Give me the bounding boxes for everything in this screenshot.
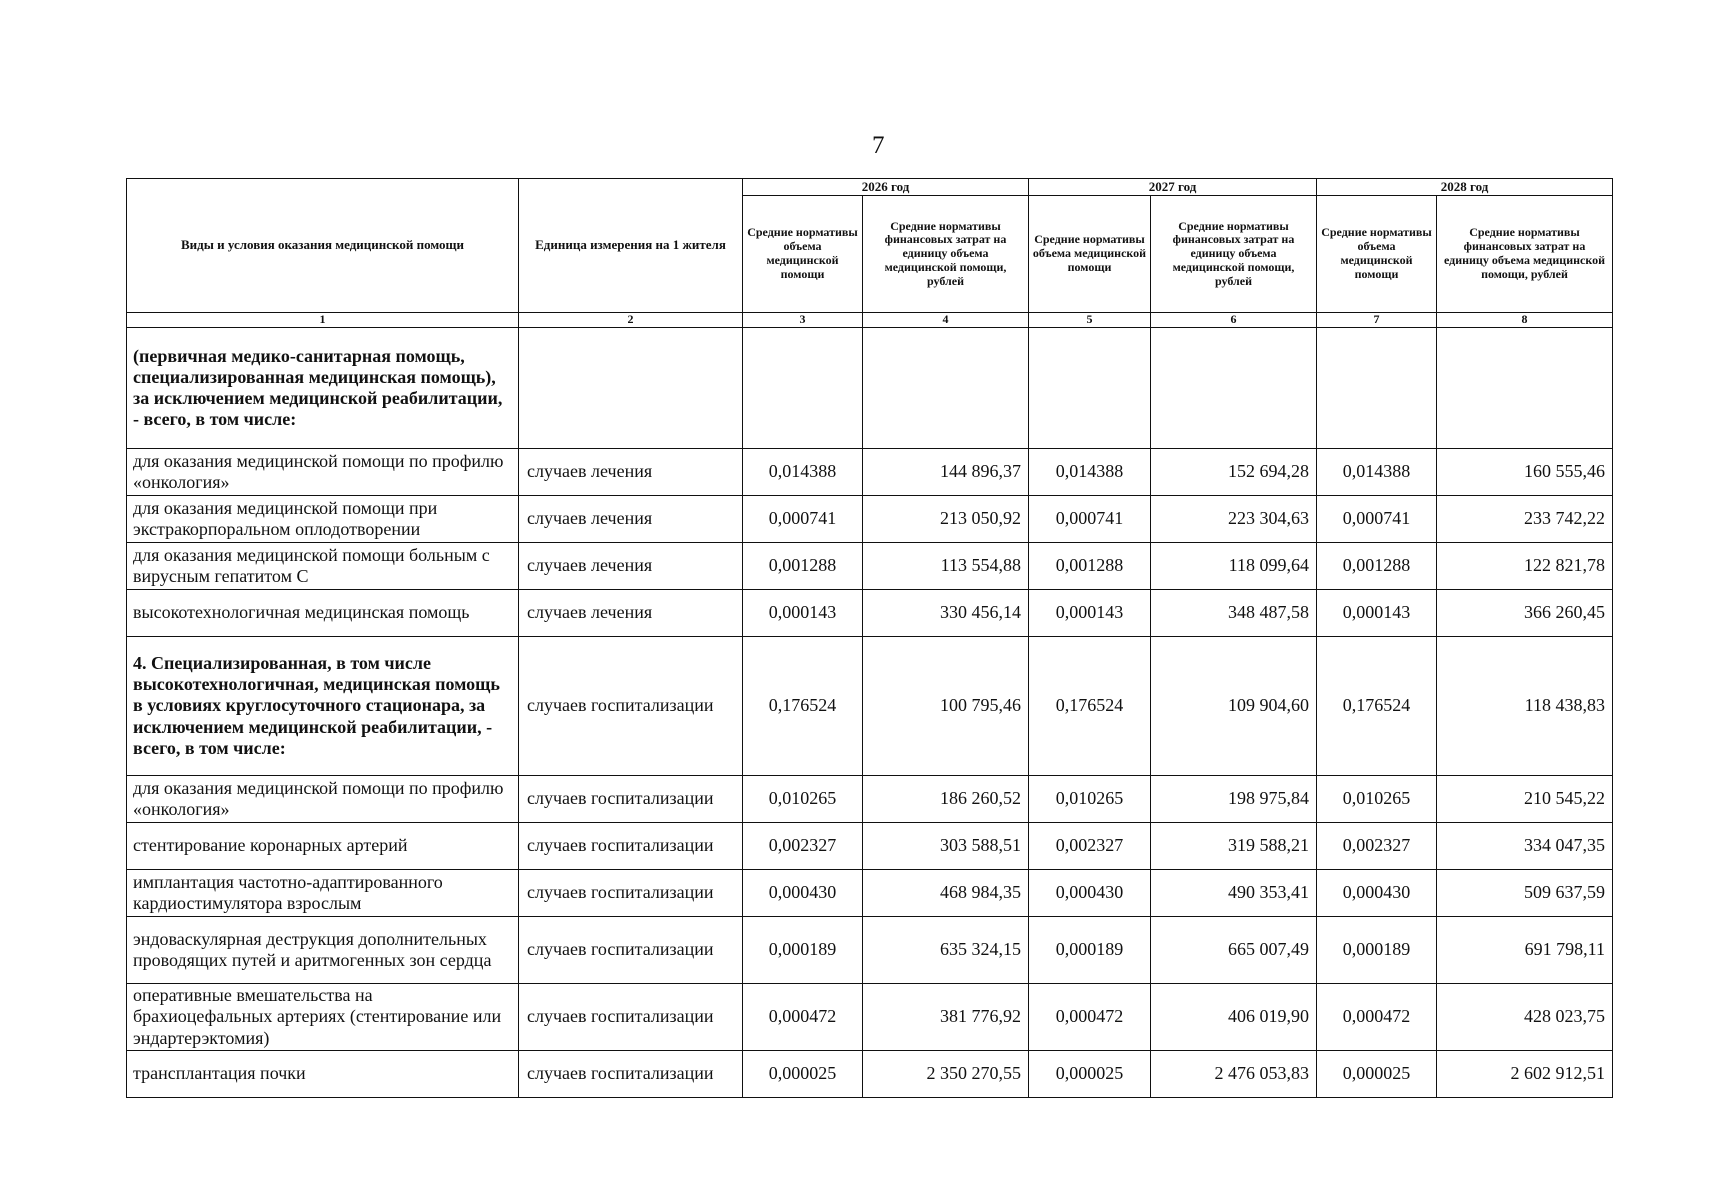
unit-cell: случаев лечения [519, 543, 743, 590]
cost-2028-cell [1437, 328, 1613, 449]
volume-2027-cell: 0,001288 [1029, 543, 1151, 590]
volume-2026-cell: 0,001288 [743, 543, 863, 590]
cost-2028-cell: 691 798,11 [1437, 917, 1613, 984]
table-row [127, 870, 1613, 917]
column-number: 1 [127, 313, 519, 328]
unit-cell: случаев госпитализации [519, 1051, 743, 1098]
cost-2027-cell: 118 099,64 [1151, 543, 1317, 590]
volume-2028-cell: 0,010265 [1317, 776, 1437, 823]
care-type-cell: для оказания медицинской помощи при экстракорпоральном оплодотворении [127, 496, 519, 543]
care-type-cell: имплантация частотно-адаптированного кардиостимулятора взрослым [127, 870, 519, 917]
header-volume-2027: Средние нормативы объема медицинской помощи [1029, 196, 1151, 313]
cost-2026-cell: 113 554,88 [863, 543, 1029, 590]
care-type-cell: трансплантация почки [127, 1051, 519, 1098]
care-type-cell: высокотехнологичная медицинская помощь [127, 590, 519, 637]
volume-2027-cell: 0,000430 [1029, 870, 1151, 917]
cost-2026-cell: 303 588,51 [863, 823, 1029, 870]
cost-2027-cell: 319 588,21 [1151, 823, 1317, 870]
volume-2026-cell: 0,000472 [743, 984, 863, 1051]
header-year-2026: 2026 год [743, 179, 1029, 196]
column-number: 5 [1029, 313, 1151, 328]
table-body [127, 328, 1613, 1098]
volume-2026-cell: 0,176524 [743, 637, 863, 776]
table-row [127, 590, 1613, 637]
cost-2028-cell: 118 438,83 [1437, 637, 1613, 776]
header-cost-2028: Средние нормативы финансовых затрат на единицу объема медицинской помощи, рублей [1437, 196, 1613, 313]
column-number: 7 [1317, 313, 1437, 328]
cost-2026-cell: 2 350 270,55 [863, 1051, 1029, 1098]
volume-2028-cell [1317, 328, 1437, 449]
cost-2028-cell: 334 047,35 [1437, 823, 1613, 870]
unit-cell [519, 328, 743, 449]
unit-cell: случаев лечения [519, 496, 743, 543]
table-row [127, 328, 1613, 449]
column-number: 6 [1151, 313, 1317, 328]
cost-2027-cell: 152 694,28 [1151, 449, 1317, 496]
cost-2028-cell: 428 023,75 [1437, 984, 1613, 1051]
cost-2026-cell: 186 260,52 [863, 776, 1029, 823]
cost-2027-cell: 109 904,60 [1151, 637, 1317, 776]
table-header [127, 179, 1613, 328]
column-number: 3 [743, 313, 863, 328]
volume-2026-cell: 0,000189 [743, 917, 863, 984]
care-type-cell: эндоваскулярная деструкция дополнительных проводящих путей и аритмогенных зон сердца [127, 917, 519, 984]
volume-2027-cell: 0,000025 [1029, 1051, 1151, 1098]
cost-2026-cell: 381 776,92 [863, 984, 1029, 1051]
header-cost-2027: Средние нормативы финансовых затрат на единицу объема медицинской помощи, рублей [1151, 196, 1317, 313]
volume-2028-cell: 0,000189 [1317, 917, 1437, 984]
volume-2026-cell: 0,000025 [743, 1051, 863, 1098]
cost-2027-cell: 406 019,90 [1151, 984, 1317, 1051]
volume-2027-cell: 0,176524 [1029, 637, 1151, 776]
volume-2028-cell: 0,000430 [1317, 870, 1437, 917]
cost-2026-cell: 144 896,37 [863, 449, 1029, 496]
cost-2027-cell: 348 487,58 [1151, 590, 1317, 637]
cost-2028-cell: 233 742,22 [1437, 496, 1613, 543]
volume-2027-cell: 0,000472 [1029, 984, 1151, 1051]
cost-2028-cell: 122 821,78 [1437, 543, 1613, 590]
volume-2026-cell: 0,014388 [743, 449, 863, 496]
volume-2028-cell: 0,000741 [1317, 496, 1437, 543]
table-row [127, 637, 1613, 776]
volume-2028-cell: 0,002327 [1317, 823, 1437, 870]
cost-2027-cell [1151, 328, 1317, 449]
unit-cell: случаев лечения [519, 449, 743, 496]
header-care-types: Виды и условия оказания медицинской помощи [127, 179, 519, 313]
cost-2027-cell: 665 007,49 [1151, 917, 1317, 984]
unit-cell: случаев госпитализации [519, 637, 743, 776]
column-number: 8 [1437, 313, 1613, 328]
cost-2028-cell: 210 545,22 [1437, 776, 1613, 823]
volume-2026-cell: 0,000143 [743, 590, 863, 637]
cost-2026-cell: 330 456,14 [863, 590, 1029, 637]
volume-2027-cell: 0,000189 [1029, 917, 1151, 984]
table-row [127, 1051, 1613, 1098]
cost-2028-cell: 2 602 912,51 [1437, 1051, 1613, 1098]
cost-2026-cell: 635 324,15 [863, 917, 1029, 984]
care-type-cell: стентирование коронарных артерий [127, 823, 519, 870]
care-type-cell: оперативные вмешательства на брахиоцефальных артериях (стентирование или эндартерэктомия) [127, 984, 519, 1051]
cost-2026-cell: 468 984,35 [863, 870, 1029, 917]
header-volume-2028: Средние нормативы объема медицинской помощи [1317, 196, 1437, 313]
cost-2026-cell: 100 795,46 [863, 637, 1029, 776]
header-year-2028: 2028 год [1317, 179, 1613, 196]
table-row [127, 496, 1613, 543]
table-row [127, 984, 1613, 1051]
volume-2027-cell [1029, 328, 1151, 449]
volume-2026-cell: 0,000430 [743, 870, 863, 917]
volume-2028-cell: 0,000025 [1317, 1051, 1437, 1098]
volume-2026-cell: 0,010265 [743, 776, 863, 823]
volume-2027-cell: 0,000143 [1029, 590, 1151, 637]
cost-2027-cell: 198 975,84 [1151, 776, 1317, 823]
standards-table [126, 178, 1613, 1098]
cost-2027-cell: 490 353,41 [1151, 870, 1317, 917]
unit-cell: случаев госпитализации [519, 984, 743, 1051]
unit-cell: случаев госпитализации [519, 870, 743, 917]
volume-2028-cell: 0,176524 [1317, 637, 1437, 776]
cost-2026-cell: 213 050,92 [863, 496, 1029, 543]
care-type-cell: для оказания медицинской помощи по профилю «онкология» [127, 449, 519, 496]
volume-2026-cell: 0,002327 [743, 823, 863, 870]
volume-2028-cell: 0,014388 [1317, 449, 1437, 496]
cost-2027-cell: 2 476 053,83 [1151, 1051, 1317, 1098]
header-volume-2026: Средние нормативы объема медицинской помощи [743, 196, 863, 313]
volume-2028-cell: 0,000143 [1317, 590, 1437, 637]
care-type-cell: (первичная медико-санитарная помощь, специализированная медицинская помощь), за исключением медицинской реабилитации, - всего, в том числе: [127, 328, 519, 449]
care-type-cell: для оказания медицинской помощи по профилю «онкология» [127, 776, 519, 823]
unit-cell: случаев госпитализации [519, 917, 743, 984]
care-type-cell: для оказания медицинской помощи больным с вирусным гепатитом С [127, 543, 519, 590]
cost-2028-cell: 160 555,46 [1437, 449, 1613, 496]
volume-2027-cell: 0,000741 [1029, 496, 1151, 543]
volume-2028-cell: 0,000472 [1317, 984, 1437, 1051]
header-cost-2026: Средние нормативы финансовых затрат на единицу объема медицинской помощи, рублей [863, 196, 1029, 313]
volume-2026-cell: 0,000741 [743, 496, 863, 543]
volume-2026-cell [743, 328, 863, 449]
table-row [127, 823, 1613, 870]
cost-2026-cell [863, 328, 1029, 449]
table-row [127, 449, 1613, 496]
volume-2027-cell: 0,010265 [1029, 776, 1151, 823]
unit-cell: случаев госпитализации [519, 823, 743, 870]
volume-2027-cell: 0,014388 [1029, 449, 1151, 496]
column-number: 2 [519, 313, 743, 328]
unit-cell: случаев госпитализации [519, 776, 743, 823]
volume-2027-cell: 0,002327 [1029, 823, 1151, 870]
table-row [127, 543, 1613, 590]
table-row [127, 776, 1613, 823]
care-type-cell: 4. Специализированная, в том числе высокотехнологичная, медицинская помощь в условиях круглосуточного стационара, за исключением медицинской реабилитации, - всего, в том числе: [127, 637, 519, 776]
header-year-2027: 2027 год [1029, 179, 1317, 196]
cost-2028-cell: 509 637,59 [1437, 870, 1613, 917]
header-unit: Единица измерения на 1 жителя [519, 179, 743, 313]
volume-2028-cell: 0,001288 [1317, 543, 1437, 590]
unit-cell: случаев лечения [519, 590, 743, 637]
page-number: 7 [872, 132, 885, 159]
table-row [127, 917, 1613, 984]
column-number: 4 [863, 313, 1029, 328]
cost-2028-cell: 366 260,45 [1437, 590, 1613, 637]
cost-2027-cell: 223 304,63 [1151, 496, 1317, 543]
